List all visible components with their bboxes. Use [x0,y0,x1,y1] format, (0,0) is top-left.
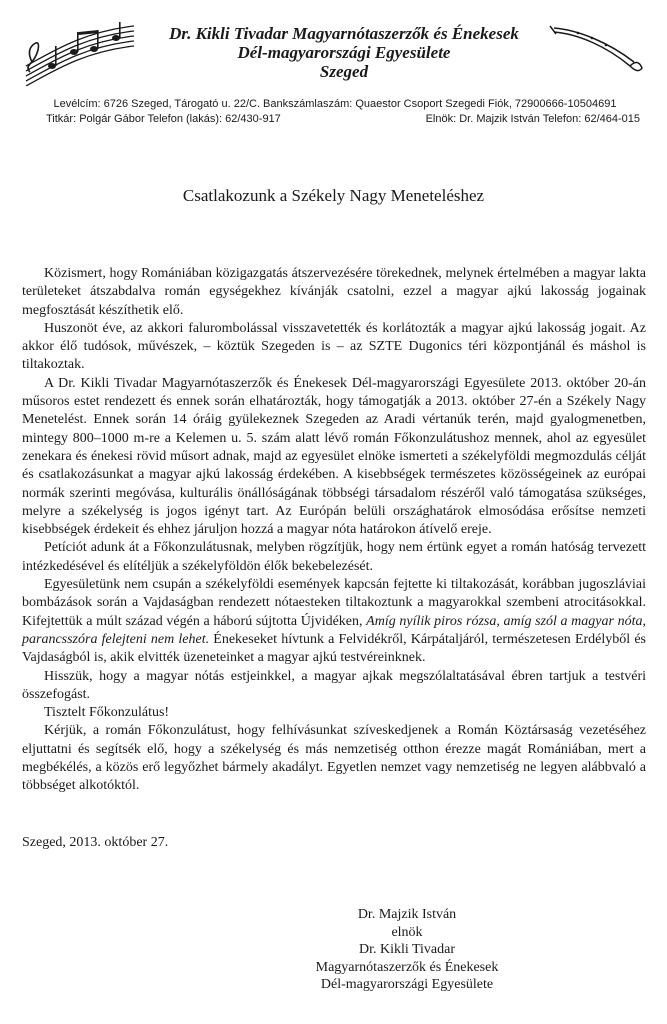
president-contact: Elnök: Dr. Majzik István Telefon: 62/464-015 [425,113,640,125]
paragraph-text: Egyesületünk nem csupán a székelyföldi események kapcsán fejtette ki tiltakozását, korábban jugoszláviai bombázások során a Vajdaságban rendezett nótaesteken tiltakoztunk a magyarokkal szembeni atrocitásokkal. Kifejtettük a múlt század végén a háború sújtotta Újvidéken, [22,577,646,629]
signature-line: Dr. Kikli Tivadar [358,942,456,958]
date-line: Szeged, 2013. október 27. [22,835,169,850]
organization-name [140,24,548,81]
music-staff-notes-icon [22,22,140,86]
paragraph-text: Énekeseket hívtunk a Felvidékről, Kárpátaljáról, természetesen Erdélyből és Vajdaságból is, akik elvitték üzeneteinket a magyar ajkú testvéreinknek. [22,631,647,666]
signature-block [292,906,522,994]
signature-line: Dél-magyarországi Egyesülete [320,977,494,993]
body-paragraph: Kérjük, a román Főkonzulátust, hogy felhívásunkat szíveskedjenek a Román Köztársaság vezetéséhez eljuttatni és segítsék elő, hogy a székelység és más nemzetiség otthon érezze magát Romániában, mert a megbékélés, a közös erő legyőzhet bármely akadályt. Egyetlen nemzet vagy nemzetiség ne legyen alábbvaló a többséget alkotóktól. [22,723,646,794]
letter-body [22,265,646,796]
org-name-line: Dr. Kikli Tivadar Magyarnótaszerzők és Énekesek [169,24,519,43]
tarogato-horn-icon [548,22,648,74]
org-name-line: Dél-magyarországi Egyesülete [237,43,451,62]
org-name-line: Szeged [319,62,369,81]
signature-line: Magyarnótaszerzők és Énekesek [315,959,499,975]
signature-line: elnök [391,924,423,940]
body-paragraph: A Dr. Kikli Tivadar Magyarnótaszerzők és Énekesek Dél-magyarországi Egyesülete 2013. október 20-án műsoros estet rendezett és ennek során elhatározták, hogy támogatják a 2013. október 27-én a Székely Nagy Menetelést. Ennek során 14 óráig gyülekeznek Szegeden az Aradi vértanúk terén, majd gyalogmenetben, mintegy 800–1000 m-re a Kelemen u. 5. szám alatt lévő román Főkonzulátushoz mennek, ahol az egyesület zenekara és énekesi rövid műsort adnak, majd az egyesület elnöke ismerteti a székelyföldi megmozdulás célját és csatlakozásunkat a magyar ajkú lakosság érdekében. A kisebbségek természetes közösségeinek az európai normák szerinti megóvása, kulturális önállóságának többségi társadalom részéről való támogatása szükséges, melyre a székelység is jogos igényt tart. Az Európán belüli országhatárok elmosódása erősítse nemzeti kisebbségek érdekeit és ehhez járuljon hozzá a magyar nóta határokon átívelő ereje. [22,375,646,538]
secretary-contact: Titkár: Polgár Gábor Telefon (lakás): 62/430-917 [46,113,281,125]
body-paragraph [22,576,646,667]
body-paragraph: Hisszük, hogy a magyar nótás estjeinkkel, a magyar ajkak megszólaltatásával ébren tartjuk a testvéri összefogást. [22,668,646,702]
body-paragraph: Közismert, hogy Romániában közigazgatás átszervezésére törekednek, melynek értelmében a magyar lakta területeket átszabdalva román egységekhez kívánják csatolni, ezzel a magyar ajkú lakosság jogainak megfosztását készíthetik elő. [22,266,646,318]
contact-phone-line [30,113,640,126]
body-paragraph: Huszonöt éve, az akkori falurombolással visszavetették és korlátozták a magyar ajkú lakosság jogait. Az akkor élő tudósok, művészek, – köztük Szegeden is – az SZTE Dugonics téri központjánál és máshol is tiltakoztak. [22,320,646,373]
body-paragraph: Petíciót adunk át a Főkonzulátusnak, melyben rögzítjük, hogy nem értünk egyet a román hatóság tervezett intézkedésével és elítéljük a székelyföldön élők bekebelezését. [22,540,646,574]
signature-line: Dr. Majzik István [357,907,457,922]
salutation: Tisztelt Főkonzulátus! [44,705,170,721]
song-quote: Amíg nyílik piros rózsa, amíg szól a magyar nóta, parancsszóra felejteni nem lehet. [22,613,646,647]
document-title: Csatlakozunk a Székely Nagy Meneteléshez [182,186,485,205]
contact-address-line: Levélcím: 6726 Szeged, Tárogató u. 22/C. Bankszámlaszám: Quaestor Csoport Szegedi Fiók, 72900666-10504691 [53,98,617,110]
